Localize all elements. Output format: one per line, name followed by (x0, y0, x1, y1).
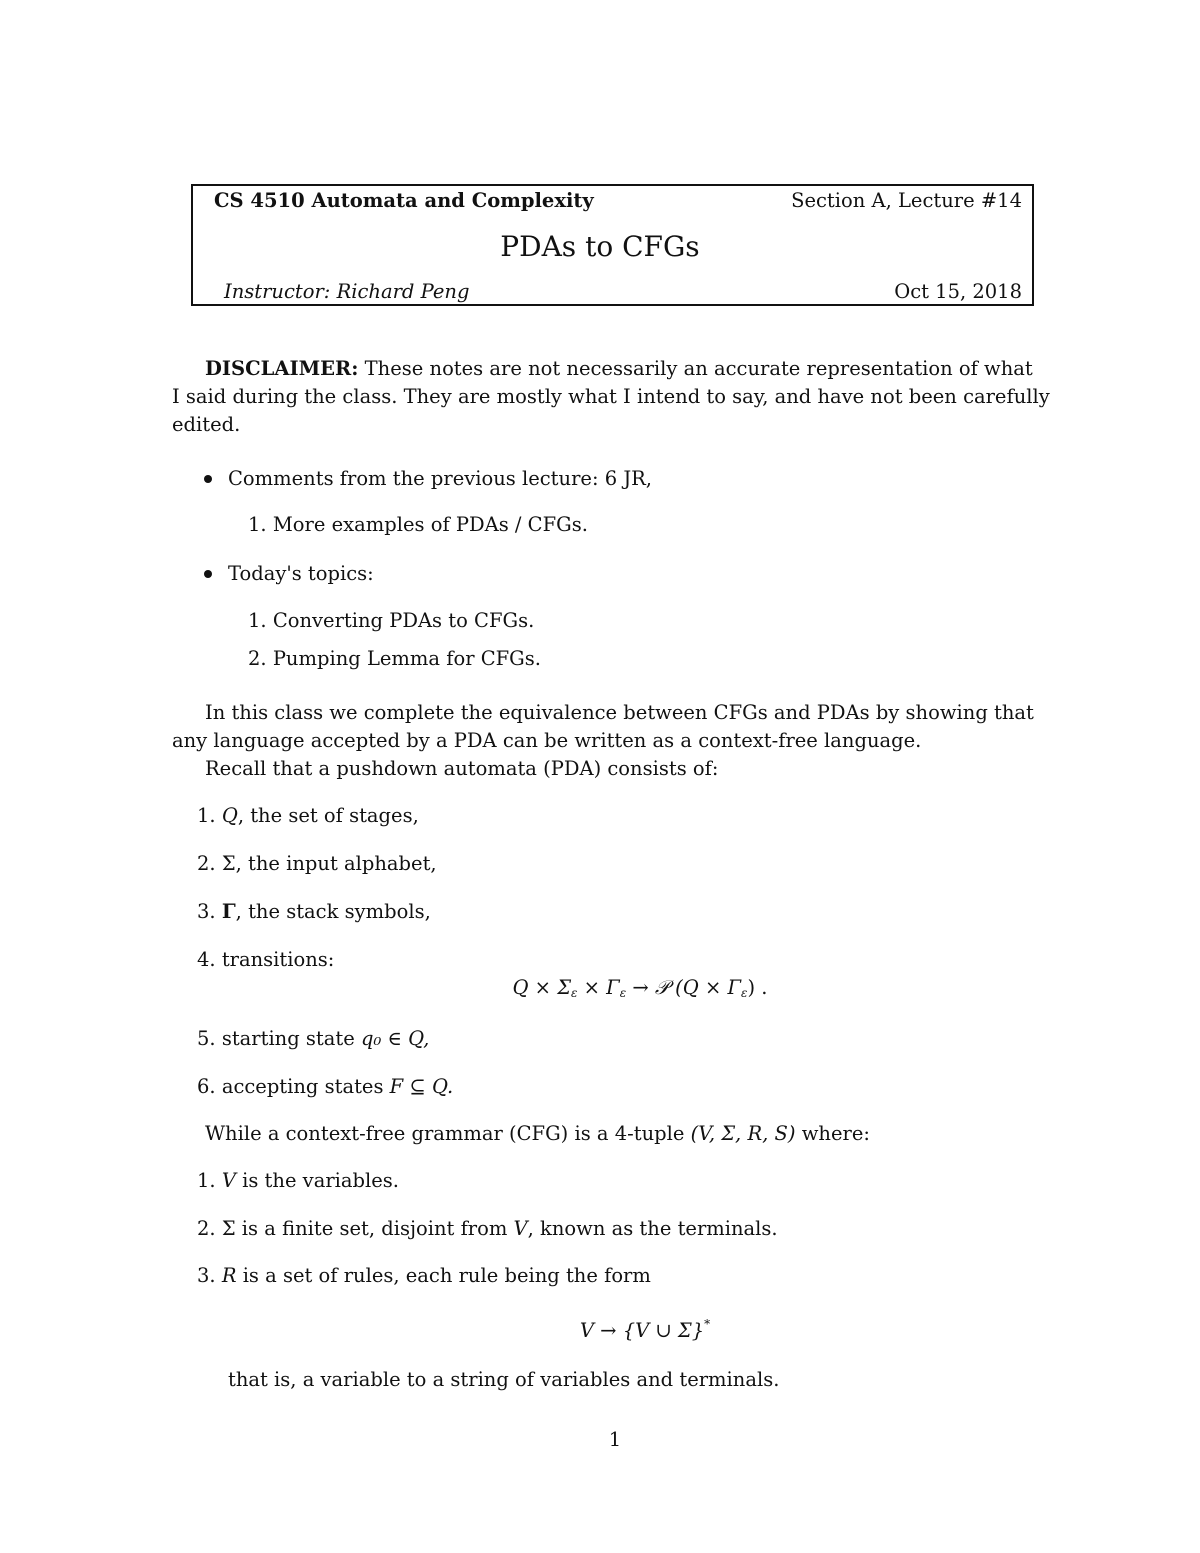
date: Oct 15, 2018 (894, 280, 1022, 303)
list-number: 2. (248, 647, 267, 670)
page-number: 1 (608, 1428, 622, 1451)
list-text: More examples of PDAs / CFGs. (272, 513, 588, 536)
list-item (248, 649, 541, 669)
bullet-topics: Today's topics: (228, 562, 374, 585)
disclaimer-line-3: edited. (172, 413, 241, 436)
list-number: 5. (197, 1027, 216, 1050)
list-text: , the input alphabet, (235, 852, 437, 875)
cfg-intro (205, 1124, 870, 1144)
list-text: Pumping Lemma for CFGs. (272, 647, 541, 670)
formula-part: {V ∪ Σ} (622, 1319, 705, 1342)
list-number: 1. (197, 1169, 216, 1192)
cfg-intro-after: where: (801, 1122, 870, 1145)
cfg-intro-text: While a context-free grammar (CFG) is a 4-tuple (205, 1122, 685, 1145)
list-item (248, 611, 534, 631)
list-text: , the stack symbols, (235, 900, 431, 923)
transition-formula (0, 978, 1200, 999)
bullet-comments: Comments from the previous lecture: 6 JR, (228, 467, 653, 490)
math-symbol: Σ (221, 1217, 236, 1240)
cfg-item-2 (197, 1219, 778, 1239)
pda-item-4 (197, 950, 334, 970)
formula-subscript: ε (570, 986, 578, 1000)
list-number: 2. (197, 852, 216, 875)
list-item (248, 515, 588, 535)
math-symbol: V (513, 1217, 528, 1240)
list-text: , known as the terminals. (527, 1217, 778, 1240)
list-number: 3. (197, 900, 216, 923)
intro-line-1: In this class we complete the equivalence between CFGs and PDAs by showing that (205, 701, 1034, 724)
list-number: 1. (197, 804, 216, 827)
formula-arrow: → (626, 976, 655, 999)
rule-note: that is, a variable to a string of variables and terminals. (228, 1368, 780, 1391)
section-label: Section A, Lecture #14 (791, 189, 1022, 212)
math-symbol: Σ (221, 852, 236, 875)
formula-part: Q × Σ (512, 976, 571, 999)
math-symbol: q₀ ∈ Q, (360, 1027, 430, 1050)
math-symbol: V (221, 1169, 236, 1192)
math-symbol: F ⊆ Q. (389, 1075, 454, 1098)
list-text: , the set of stages, (237, 804, 419, 827)
list-text: starting state (221, 1027, 355, 1050)
list-text: is a finite set, disjoint from (235, 1217, 508, 1240)
math-symbol: R (221, 1264, 237, 1287)
list-text: transitions: (221, 948, 335, 971)
intro-recall: Recall that a pushdown automata (PDA) consists of: (205, 757, 719, 780)
course-title: CS 4510 Automata and Complexity (214, 189, 594, 212)
bullet-icon (204, 570, 212, 578)
pda-item-6 (197, 1077, 453, 1097)
cfg-tuple: (V, Σ, R, S) (690, 1122, 796, 1145)
list-number: 3. (197, 1264, 216, 1287)
disclaimer-text-1: These notes are not necessarily an accurate representation of what (364, 357, 1033, 380)
cfg-item-3 (197, 1266, 651, 1286)
list-number: 2. (197, 1217, 216, 1240)
list-number: 4. (197, 948, 216, 971)
instructor: Instructor: Richard Peng (224, 280, 470, 303)
formula-part: × Γ (577, 976, 620, 999)
disclaimer-label: DISCLAIMER: (205, 357, 359, 380)
pda-item-3 (197, 902, 431, 922)
formula-superscript: * (704, 1317, 711, 1331)
formula-part: ) . (747, 976, 768, 999)
list-number: 1. (248, 609, 267, 632)
list-text: is the variables. (235, 1169, 399, 1192)
formula-part: V (579, 1319, 594, 1342)
math-symbol: Γ (221, 900, 236, 923)
list-text: accepting states (221, 1075, 384, 1098)
cfg-item-1 (197, 1171, 399, 1191)
formula-subscript: ε (741, 986, 748, 1000)
pda-item-1 (197, 806, 419, 826)
pda-item-2 (197, 854, 437, 874)
disclaimer-line-2: I said during the class. They are mostly what I intend to say, and have not been carefully (172, 385, 1050, 408)
rule-formula (0, 1318, 1200, 1341)
pda-item-5 (197, 1029, 429, 1049)
list-number: 1. (248, 513, 267, 536)
formula-arrow: → (593, 1319, 623, 1342)
page-title: PDAs to CFGs (500, 230, 700, 263)
bullet-icon (204, 475, 212, 483)
intro-line-2: any language accepted by a PDA can be written as a context-free language. (172, 729, 922, 752)
disclaimer-line-1 (205, 359, 1033, 379)
math-symbol: Q (221, 804, 238, 827)
formula-part: 𝒫 (654, 976, 669, 999)
list-number: 6. (197, 1075, 216, 1098)
list-text: is a set of rules, each rule being the form (236, 1264, 651, 1287)
formula-subscript: ε (619, 986, 627, 1000)
list-text: Converting PDAs to CFGs. (272, 609, 535, 632)
formula-part: (Q × Γ (668, 976, 742, 999)
